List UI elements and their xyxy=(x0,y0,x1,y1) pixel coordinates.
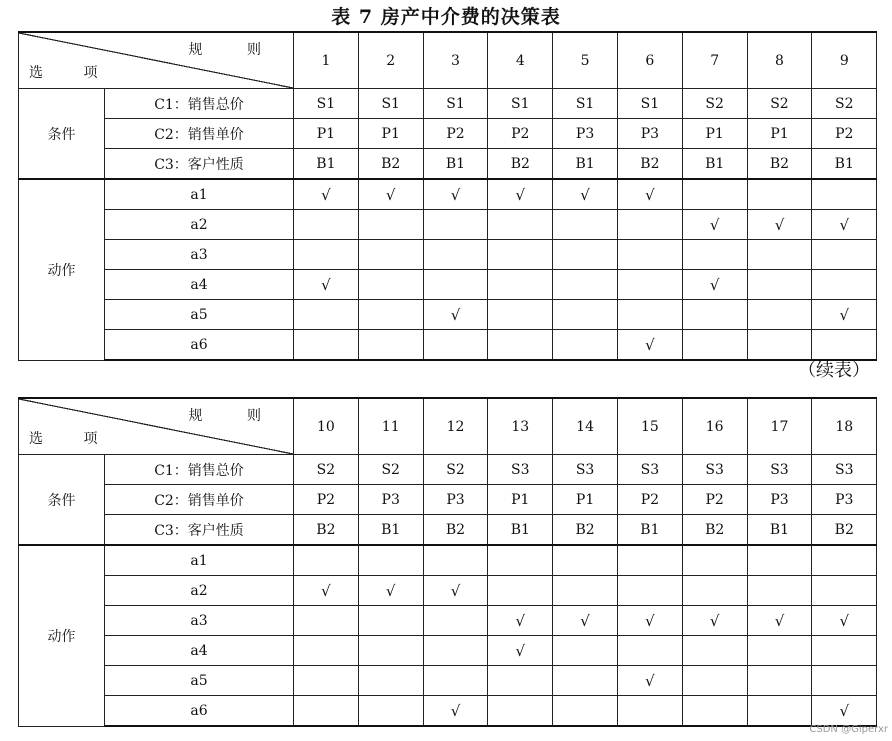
action-row xyxy=(19,270,877,300)
condition-value: P3 xyxy=(812,485,877,515)
action-name: a3 xyxy=(105,606,294,636)
action-check-cell xyxy=(294,696,359,727)
action-check-cell xyxy=(812,666,877,696)
action-check-cell xyxy=(358,210,423,240)
condition-value: P1 xyxy=(747,119,812,149)
action-group-label: 动作 xyxy=(19,179,105,360)
diagonal-divider xyxy=(19,33,293,88)
rule-number: 7 xyxy=(682,32,747,89)
action-check-cell xyxy=(682,666,747,696)
action-check-cell xyxy=(747,545,812,576)
rule-number: 8 xyxy=(747,32,812,89)
condition-name: C3：客户性质 xyxy=(105,515,294,546)
condition-value: S2 xyxy=(812,89,877,119)
action-check-cell xyxy=(617,240,682,270)
condition-value: S2 xyxy=(682,89,747,119)
rule-number: 6 xyxy=(617,32,682,89)
action-check-cell xyxy=(423,210,488,240)
action-check-cell xyxy=(682,576,747,606)
action-name: a4 xyxy=(105,636,294,666)
action-row xyxy=(19,240,877,270)
rule-number: 9 xyxy=(812,32,877,89)
condition-value: P2 xyxy=(294,485,359,515)
rule-number: 17 xyxy=(747,398,812,455)
action-check-cell xyxy=(358,696,423,727)
action-check-cell xyxy=(747,300,812,330)
condition-value: B2 xyxy=(747,149,812,180)
condition-value: B2 xyxy=(812,515,877,546)
rule-number: 12 xyxy=(423,398,488,455)
action-name: a2 xyxy=(105,576,294,606)
condition-value: S1 xyxy=(553,89,618,119)
condition-value: B1 xyxy=(747,515,812,546)
condition-value: B2 xyxy=(488,149,553,180)
action-check-cell xyxy=(423,240,488,270)
option-label: 选 项 xyxy=(29,65,116,81)
action-check-cell xyxy=(553,270,618,300)
action-check-cell xyxy=(617,300,682,330)
action-check-cell xyxy=(747,636,812,666)
action-check-cell xyxy=(358,666,423,696)
condition-value: B1 xyxy=(617,515,682,546)
condition-value: P3 xyxy=(553,119,618,149)
action-check-cell: √ xyxy=(812,606,877,636)
condition-value: P2 xyxy=(617,485,682,515)
condition-value: B2 xyxy=(294,515,359,546)
condition-group-label: 条件 xyxy=(19,455,105,546)
action-check-cell xyxy=(747,666,812,696)
action-check-cell: √ xyxy=(423,576,488,606)
action-check-cell xyxy=(617,270,682,300)
action-check-cell xyxy=(682,636,747,666)
diagonal-divider xyxy=(19,399,293,454)
action-check-cell: √ xyxy=(423,696,488,727)
action-check-cell xyxy=(553,666,618,696)
condition-value: P3 xyxy=(747,485,812,515)
condition-value: S2 xyxy=(358,455,423,485)
action-check-cell xyxy=(617,210,682,240)
action-check-cell xyxy=(358,300,423,330)
condition-row xyxy=(19,149,877,180)
action-check-cell: √ xyxy=(812,210,877,240)
condition-value: S1 xyxy=(617,89,682,119)
condition-row xyxy=(19,455,877,485)
action-check-cell xyxy=(358,330,423,361)
action-check-cell xyxy=(812,270,877,300)
action-check-cell xyxy=(617,576,682,606)
action-check-cell: √ xyxy=(358,179,423,210)
condition-value: B2 xyxy=(617,149,682,180)
condition-row xyxy=(19,119,877,149)
action-check-cell: √ xyxy=(682,270,747,300)
condition-row xyxy=(19,485,877,515)
table-title: 表 7 房产中介费的决策表 xyxy=(331,6,561,28)
action-check-cell xyxy=(358,606,423,636)
action-check-cell: √ xyxy=(553,179,618,210)
rule-number: 4 xyxy=(488,32,553,89)
action-check-cell xyxy=(617,696,682,727)
action-check-cell: √ xyxy=(747,210,812,240)
action-check-cell: √ xyxy=(294,576,359,606)
continued-label: （续表） xyxy=(798,360,870,381)
action-check-cell xyxy=(553,330,618,361)
action-name: a4 xyxy=(105,270,294,300)
condition-name: C2：销售单价 xyxy=(105,119,294,149)
action-check-cell xyxy=(358,270,423,300)
action-check-cell xyxy=(812,636,877,666)
rule-number: 14 xyxy=(553,398,618,455)
action-name: a1 xyxy=(105,545,294,576)
header-row xyxy=(19,32,877,89)
action-row xyxy=(19,666,877,696)
condition-value: B1 xyxy=(812,149,877,180)
action-name: a6 xyxy=(105,330,294,361)
action-row xyxy=(19,330,877,361)
condition-value: S2 xyxy=(747,89,812,119)
action-check-cell: √ xyxy=(617,330,682,361)
action-check-cell xyxy=(682,330,747,361)
action-check-cell: √ xyxy=(423,179,488,210)
header-diagonal-cell xyxy=(19,398,294,455)
condition-value: P1 xyxy=(294,119,359,149)
action-check-cell xyxy=(294,666,359,696)
condition-value: P3 xyxy=(358,485,423,515)
condition-value: B1 xyxy=(553,149,618,180)
action-row xyxy=(19,636,877,666)
action-check-cell xyxy=(812,240,877,270)
condition-value: S1 xyxy=(423,89,488,119)
action-row xyxy=(19,300,877,330)
action-check-cell xyxy=(488,576,553,606)
action-check-cell xyxy=(682,240,747,270)
action-row xyxy=(19,210,877,240)
action-check-cell xyxy=(423,330,488,361)
condition-value: B2 xyxy=(423,515,488,546)
action-row xyxy=(19,576,877,606)
action-check-cell xyxy=(358,240,423,270)
action-check-cell: √ xyxy=(617,179,682,210)
condition-value: S1 xyxy=(294,89,359,119)
rule-number: 10 xyxy=(294,398,359,455)
action-check-cell xyxy=(747,270,812,300)
condition-value: S3 xyxy=(747,455,812,485)
action-check-cell xyxy=(682,545,747,576)
decision-table-2 xyxy=(18,397,877,727)
action-check-cell: √ xyxy=(617,666,682,696)
rule-label: 规 则 xyxy=(188,408,281,424)
action-check-cell xyxy=(488,270,553,300)
condition-value: P1 xyxy=(358,119,423,149)
action-check-cell xyxy=(358,545,423,576)
action-check-cell: √ xyxy=(682,606,747,636)
action-check-cell xyxy=(423,606,488,636)
condition-value: P2 xyxy=(812,119,877,149)
action-check-cell xyxy=(488,300,553,330)
action-check-cell xyxy=(617,636,682,666)
action-name: a3 xyxy=(105,240,294,270)
rule-number: 1 xyxy=(294,32,359,89)
action-check-cell xyxy=(747,696,812,727)
watermark: CSDN @Giperxr xyxy=(809,724,888,735)
action-check-cell xyxy=(812,179,877,210)
action-check-cell: √ xyxy=(294,270,359,300)
condition-value: B1 xyxy=(358,515,423,546)
action-check-cell xyxy=(747,576,812,606)
action-check-cell xyxy=(423,636,488,666)
header-diagonal-cell xyxy=(19,32,294,89)
condition-name: C2：销售单价 xyxy=(105,485,294,515)
condition-name: C1：销售总价 xyxy=(105,455,294,485)
action-check-cell xyxy=(488,545,553,576)
header-row xyxy=(19,398,877,455)
action-row xyxy=(19,545,877,576)
action-check-cell xyxy=(682,179,747,210)
condition-row xyxy=(19,515,877,546)
action-check-cell: √ xyxy=(294,179,359,210)
action-check-cell xyxy=(294,606,359,636)
action-check-cell: √ xyxy=(488,606,553,636)
condition-value: B1 xyxy=(488,515,553,546)
condition-row xyxy=(19,89,877,119)
action-check-cell: √ xyxy=(553,606,618,636)
action-check-cell xyxy=(812,576,877,606)
action-check-cell xyxy=(294,210,359,240)
action-check-cell xyxy=(747,240,812,270)
action-check-cell xyxy=(682,300,747,330)
condition-value: P3 xyxy=(423,485,488,515)
condition-value: P1 xyxy=(488,485,553,515)
action-check-cell xyxy=(294,240,359,270)
condition-name: C3：客户性质 xyxy=(105,149,294,180)
condition-value: S2 xyxy=(423,455,488,485)
condition-value: B1 xyxy=(682,149,747,180)
action-check-cell xyxy=(747,179,812,210)
action-check-cell xyxy=(488,240,553,270)
action-name: a2 xyxy=(105,210,294,240)
condition-value: B2 xyxy=(553,515,618,546)
rule-number: 3 xyxy=(423,32,488,89)
condition-value: S3 xyxy=(617,455,682,485)
condition-value: P2 xyxy=(682,485,747,515)
action-row xyxy=(19,606,877,636)
condition-value: S3 xyxy=(682,455,747,485)
action-check-cell xyxy=(423,270,488,300)
condition-value: B1 xyxy=(294,149,359,180)
decision-table-1 xyxy=(18,31,877,361)
rule-number: 11 xyxy=(358,398,423,455)
action-check-cell: √ xyxy=(812,696,877,727)
action-check-cell xyxy=(294,545,359,576)
action-check-cell xyxy=(488,666,553,696)
action-name: a6 xyxy=(105,696,294,727)
condition-value: S2 xyxy=(294,455,359,485)
condition-value: S1 xyxy=(488,89,553,119)
condition-value: B2 xyxy=(682,515,747,546)
action-check-cell: √ xyxy=(812,300,877,330)
action-check-cell xyxy=(294,330,359,361)
action-check-cell xyxy=(682,696,747,727)
action-check-cell xyxy=(553,696,618,727)
action-check-cell xyxy=(488,696,553,727)
condition-value: S3 xyxy=(812,455,877,485)
action-check-cell: √ xyxy=(488,636,553,666)
rule-number: 5 xyxy=(553,32,618,89)
condition-value: B1 xyxy=(423,149,488,180)
action-name: a1 xyxy=(105,179,294,210)
action-check-cell xyxy=(553,240,618,270)
condition-value: P1 xyxy=(553,485,618,515)
condition-group-label: 条件 xyxy=(19,89,105,180)
condition-value: S1 xyxy=(358,89,423,119)
action-check-cell xyxy=(812,545,877,576)
action-check-cell: √ xyxy=(617,606,682,636)
rule-number: 16 xyxy=(682,398,747,455)
condition-value: P2 xyxy=(488,119,553,149)
action-check-cell xyxy=(358,636,423,666)
action-check-cell xyxy=(553,210,618,240)
action-check-cell xyxy=(294,636,359,666)
action-row xyxy=(19,179,877,210)
action-check-cell: √ xyxy=(488,179,553,210)
action-check-cell xyxy=(423,666,488,696)
action-check-cell xyxy=(553,300,618,330)
condition-value: P2 xyxy=(423,119,488,149)
condition-value: B2 xyxy=(358,149,423,180)
rule-number: 18 xyxy=(812,398,877,455)
rule-label: 规 则 xyxy=(188,42,281,58)
action-name: a5 xyxy=(105,666,294,696)
option-label: 选 项 xyxy=(29,431,116,447)
action-check-cell xyxy=(488,330,553,361)
action-name: a5 xyxy=(105,300,294,330)
action-check-cell: √ xyxy=(358,576,423,606)
action-check-cell xyxy=(553,576,618,606)
action-group-label: 动作 xyxy=(19,545,105,726)
action-check-cell: √ xyxy=(747,606,812,636)
action-check-cell xyxy=(423,545,488,576)
action-check-cell xyxy=(553,636,618,666)
action-row xyxy=(19,696,877,727)
action-check-cell xyxy=(553,545,618,576)
condition-name: C1：销售总价 xyxy=(105,89,294,119)
condition-value: S3 xyxy=(488,455,553,485)
action-check-cell xyxy=(617,545,682,576)
rule-number: 15 xyxy=(617,398,682,455)
action-check-cell: √ xyxy=(682,210,747,240)
condition-value: P3 xyxy=(617,119,682,149)
action-check-cell: √ xyxy=(423,300,488,330)
action-check-cell xyxy=(488,210,553,240)
action-check-cell xyxy=(294,300,359,330)
condition-value: S3 xyxy=(553,455,618,485)
rule-number: 13 xyxy=(488,398,553,455)
condition-value: P1 xyxy=(682,119,747,149)
rule-number: 2 xyxy=(358,32,423,89)
